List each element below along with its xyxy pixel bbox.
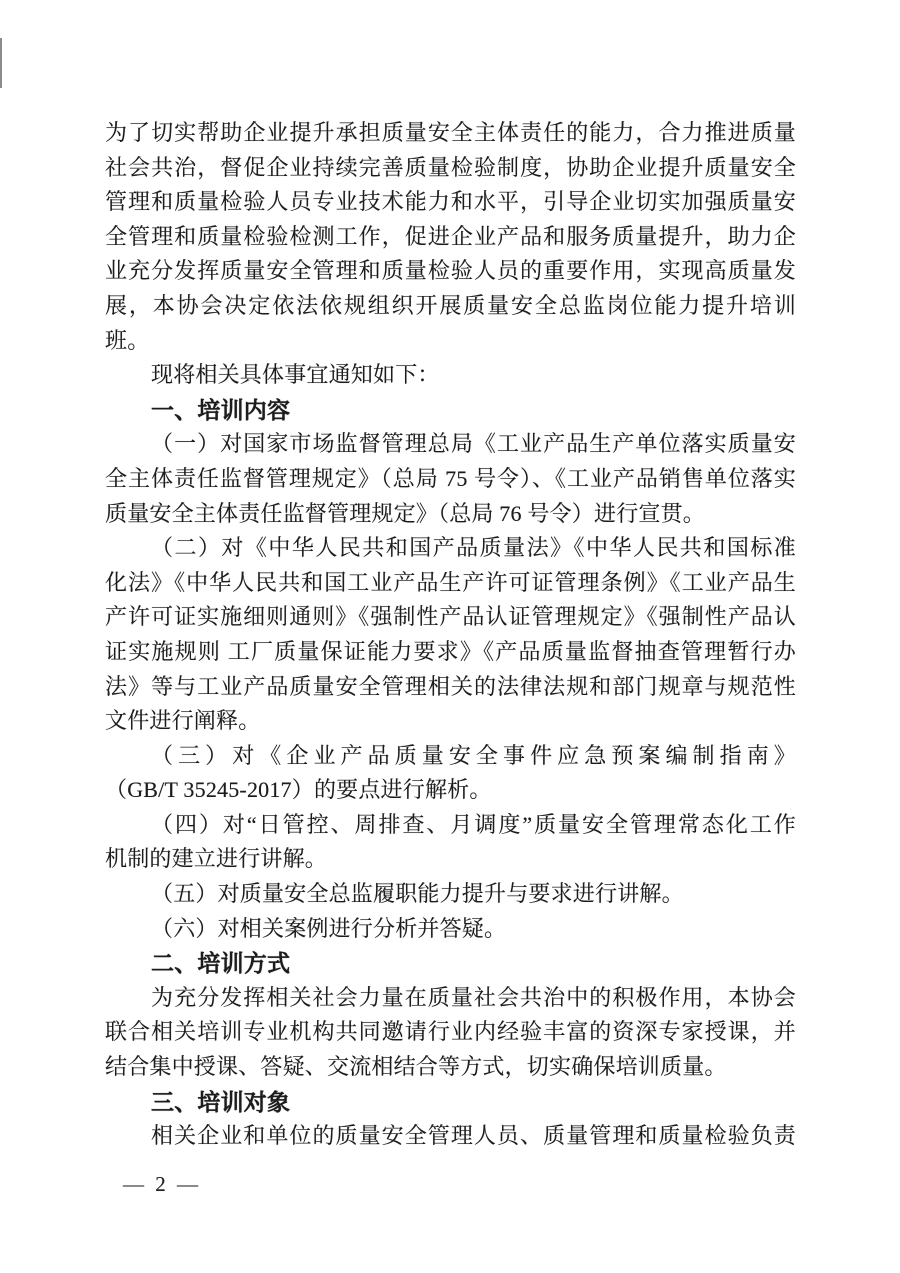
text-line: （一）对国家市场监督管理总局《工业产品生产单位落实质量安 [151,431,796,457]
text-line: （GB/T 35245-2017）的要点进行解析。 [105,777,492,803]
paragraph [105,531,796,739]
text-line: （六）对相关案例进行分析并答疑。 [151,915,507,941]
text-line: 文件进行阐释。 [105,708,261,734]
paragraph [105,912,796,947]
text-line: 业充分发挥质量安全管理和质量检验人员的重要作用，实现高质量发 [105,258,796,284]
text-line: 结合集中授课、答疑、交流相结合等方式，切实确保培训质量。 [105,1054,727,1080]
document-body [105,116,796,1154]
paragraph [105,427,796,531]
paragraph [105,877,796,912]
paragraph [105,808,796,877]
paragraph [105,358,796,393]
text-line: 一、培训内容 [151,396,291,423]
text-line: 化法》《中华人民共和国工业产品生产许可证管理条例》《工业产品生 [105,569,796,595]
text-line: 产许可证实施细则通则》《强制性产品认证管理规定》《强制性产品认 [105,604,796,630]
text-line: 班。 [105,327,150,353]
text-line: 展，本协会决定依法依规组织开展质量安全总监岗位能力提升培训 [105,292,796,318]
paragraph [105,739,796,808]
section-heading [105,1085,796,1120]
text-line: 全管理和质量检验检测工作，促进企业产品和服务质量提升，助力企 [105,223,796,249]
text-line: 社会共治，督促企业持续完善质量检验制度，协助企业提升质量安全 [105,154,796,180]
paragraph [105,981,796,1085]
text-line: 为了切实帮助企业提升承担质量安全主体责任的能力，合力推进质量 [105,120,796,145]
text-line: 二、培训方式 [151,950,291,977]
text-line: 现将相关具体事宜通知如下： [151,362,440,388]
text-line: （二）对《中华人民共和国产品质量法》《中华人民共和国标准 [151,535,796,561]
page-number: — 2 — [123,1172,201,1196]
text-line: 联合相关培训专业机构共同邀请行业内经验丰富的资深专家授课，并 [105,1019,796,1045]
text-line: 机制的建立进行讲解。 [105,846,328,872]
scan-artifact [0,38,2,88]
text-line: 证实施规则 工厂质量保证能力要求》《产品质量监督抽查管理暂行办 [105,638,796,664]
text-line: 相关企业和单位的质量安全管理人员、质量管理和质量检验负责 [151,1123,796,1149]
section-heading [105,946,796,981]
text-line: （五）对质量安全总监履职能力提升与要求进行讲解。 [151,881,684,907]
text-line: 质量安全主体责任监督管理规定》（总局 76 号令）进行宣贯。 [105,500,706,526]
text-line: 三、培训对象 [151,1088,291,1115]
text-line: 为充分发挥相关社会力量在质量社会共治中的积极作用，本协会 [151,984,796,1010]
text-line: （四）对“日管控、周排查、月调度”质量安全管理常态化工作 [151,811,796,837]
section-heading [105,393,796,428]
text-line: 全主体责任监督管理规定》（总局 75 号令）、《工业产品销售单位落实 [105,465,796,491]
text-line: 法》等与工业产品质量安全管理相关的法律法规和部门规章与规范性 [105,673,796,699]
text-line: 管理和质量检验人员专业技术能力和水平，引导企业切实加强质量安 [105,189,796,215]
text-line: （三）对《企业产品质量安全事件应急预案编制指南》 [151,742,796,768]
paragraph [105,116,796,358]
paragraph [105,1119,796,1154]
